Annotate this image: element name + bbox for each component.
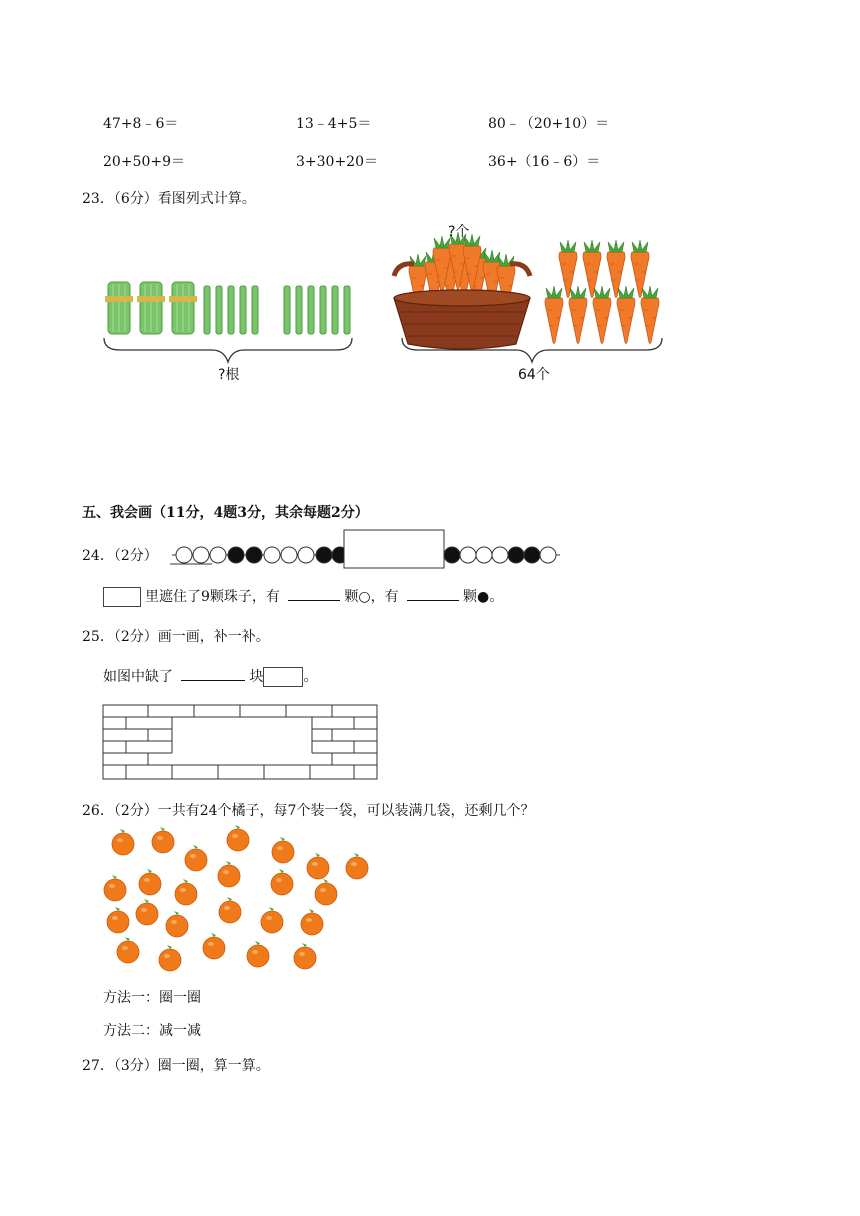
straw-bundle bbox=[169, 282, 197, 334]
question-number: 24． bbox=[82, 548, 114, 564]
question-23 bbox=[82, 188, 256, 208]
straw-bundle bbox=[137, 282, 165, 334]
bead-string bbox=[168, 528, 568, 572]
question-number: 26． bbox=[82, 803, 114, 819]
method-1: 方法一：圈一圈 bbox=[103, 990, 201, 1006]
text: 颗●。 bbox=[463, 589, 504, 605]
question-24 bbox=[82, 545, 158, 565]
question-number: 25． bbox=[82, 629, 114, 645]
section-title: 五、我会画（11分，4题3分，其余每题2分） bbox=[82, 505, 369, 521]
beads-left bbox=[176, 547, 348, 563]
brick-symbol bbox=[263, 667, 303, 687]
equation: 3+30+20＝ bbox=[296, 154, 378, 170]
carrot-basket-illustration bbox=[392, 218, 672, 388]
basket-question-label: ?个 bbox=[448, 224, 470, 240]
question-26 bbox=[82, 800, 534, 820]
question-text: （2分）一共有24个橘子，每7个装一袋，可以装满几袋，还剩几个？ bbox=[113, 803, 535, 819]
beads-right bbox=[444, 547, 556, 563]
answer-blank-black[interactable] bbox=[407, 586, 459, 601]
text: 如图中缺了 bbox=[103, 669, 173, 685]
single-straws bbox=[204, 286, 258, 334]
straw-bundle bbox=[105, 282, 133, 334]
method-2: 方法二：减一减 bbox=[103, 1023, 201, 1039]
equation: 20+50+9＝ bbox=[103, 154, 185, 170]
question-text: （3分）圈一圈，算一算。 bbox=[113, 1058, 270, 1074]
loose-carrots bbox=[545, 240, 659, 344]
cover-box-symbol bbox=[103, 587, 141, 607]
straws-count-label: ?根 bbox=[218, 367, 240, 383]
answer-blank-white[interactable] bbox=[288, 586, 340, 601]
straw-bundles-illustration bbox=[100, 218, 360, 388]
single-straws bbox=[284, 286, 350, 334]
brace bbox=[104, 338, 352, 362]
cover-box bbox=[344, 530, 444, 568]
carrots-total-label: 64个 bbox=[518, 367, 550, 383]
question-text: （6分）看图列式计算。 bbox=[113, 191, 256, 207]
equation: 80﹣（20+10）＝ bbox=[488, 116, 610, 132]
question-27 bbox=[82, 1055, 270, 1075]
question-25 bbox=[82, 626, 270, 646]
question-score: （2分） bbox=[113, 548, 158, 564]
answer-blank[interactable] bbox=[181, 666, 245, 681]
oranges-illustration bbox=[100, 826, 380, 976]
text: 里遮住了9颗珠子，有 bbox=[145, 589, 280, 605]
equation: 36+（16﹣6）＝ bbox=[488, 154, 601, 170]
question-text: （2分）画一画，补一补。 bbox=[113, 629, 270, 645]
question-number: 27． bbox=[82, 1058, 114, 1074]
oranges bbox=[104, 825, 368, 971]
equation: 13﹣4+5＝ bbox=[296, 116, 372, 132]
text: 颗○，有 bbox=[344, 589, 399, 605]
text: 。 bbox=[303, 669, 318, 685]
equation: 47+8﹣6＝ bbox=[103, 116, 179, 132]
question-24-answer-line bbox=[103, 586, 503, 607]
question-25-answer-line bbox=[103, 666, 317, 687]
question-number: 23． bbox=[82, 191, 114, 207]
text: 块 bbox=[249, 669, 264, 685]
brick-wall bbox=[102, 704, 378, 780]
